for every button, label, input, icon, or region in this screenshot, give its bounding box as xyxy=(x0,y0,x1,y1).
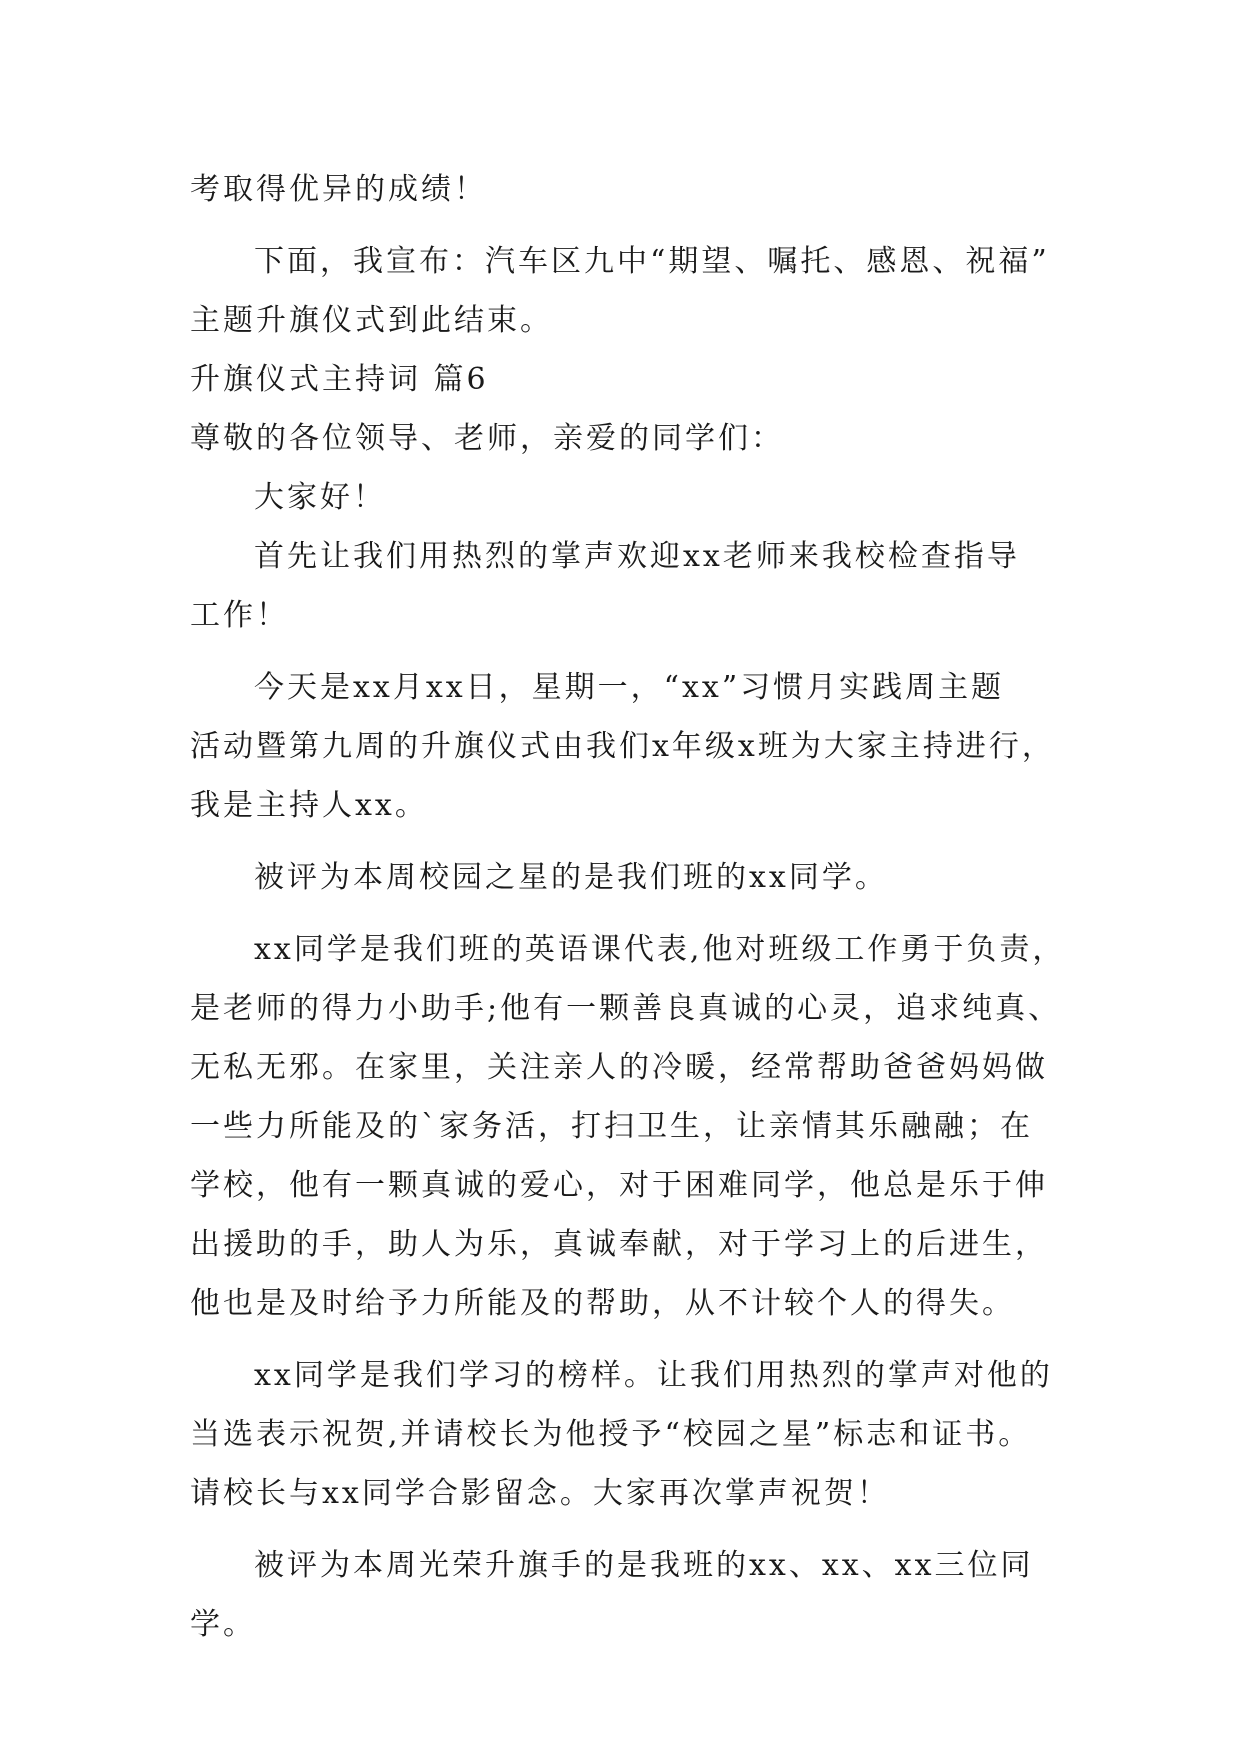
paragraph-line: 学校，他有一颗真诚的爱心，对于困难同学，他总是乐于伸 xyxy=(190,1168,1048,1203)
paragraph-line: 请校长与xx同学合影留念。大家再次掌声祝贺！ xyxy=(190,1476,890,1511)
paragraph-line: 下面，我宣布：汽车区九中“期望、嘱托、感恩、祝福” xyxy=(254,244,1050,279)
paragraph-line: 活动暨第九周的升旗仪式由我们x年级x班为大家主持进行， xyxy=(190,729,1055,764)
paragraph-line: 首先让我们用热烈的掌声欢迎xx老师来我校检查指导 xyxy=(254,539,1020,574)
paragraph-line: 是老师的得力小助手;他有一颗善良真诚的心灵，追求纯真、 xyxy=(190,991,1062,1026)
paragraph-line: xx同学是我们班的英语课代表,他对班级工作勇于负责， xyxy=(254,932,1066,967)
paragraph-line: 出援助的手，助人为乐，真诚奉献，对于学习上的后进生， xyxy=(190,1227,1048,1262)
paragraph-line: 无私无邪。在家里，关注亲人的冷暖，经常帮助爸爸妈妈做 xyxy=(190,1050,1048,1085)
paragraph-line: 工作！ xyxy=(190,598,289,633)
paragraph-line: 主题升旗仪式到此结束。 xyxy=(190,303,553,338)
paragraph-line: 考取得优异的成绩！ xyxy=(190,172,487,207)
paragraph-line: 被评为本周校园之星的是我们班的xx同学。 xyxy=(254,860,888,895)
section-heading: 升旗仪式主持词 篇6 xyxy=(190,362,489,397)
paragraph-line: 当选表示祝贺,并请校长为他授予“校园之星”标志和证书。 xyxy=(190,1417,1032,1452)
paragraph-line: 学。 xyxy=(190,1607,256,1642)
paragraph-line: 他也是及时给予力所能及的帮助，从不计较个人的得失。 xyxy=(190,1286,1015,1321)
salutation: 尊敬的各位领导、老师，亲爱的同学们： xyxy=(190,421,784,456)
greeting: 大家好！ xyxy=(254,480,386,515)
paragraph-line: 我是主持人xx。 xyxy=(190,788,428,823)
paragraph-line: 一些力所能及的`家务活，打扫卫生，让亲情其乐融融；在 xyxy=(190,1109,1033,1144)
paragraph-line: 被评为本周光荣升旗手的是我班的xx、xx、xx三位同 xyxy=(254,1548,1034,1583)
document-body xyxy=(190,160,1070,1654)
paragraph-line: 今天是xx月xx日，星期一，“xx”习惯月实践周主题 xyxy=(254,670,1005,705)
paragraph-line: xx同学是我们学习的榜样。让我们用热烈的掌声对他的 xyxy=(254,1358,1053,1393)
